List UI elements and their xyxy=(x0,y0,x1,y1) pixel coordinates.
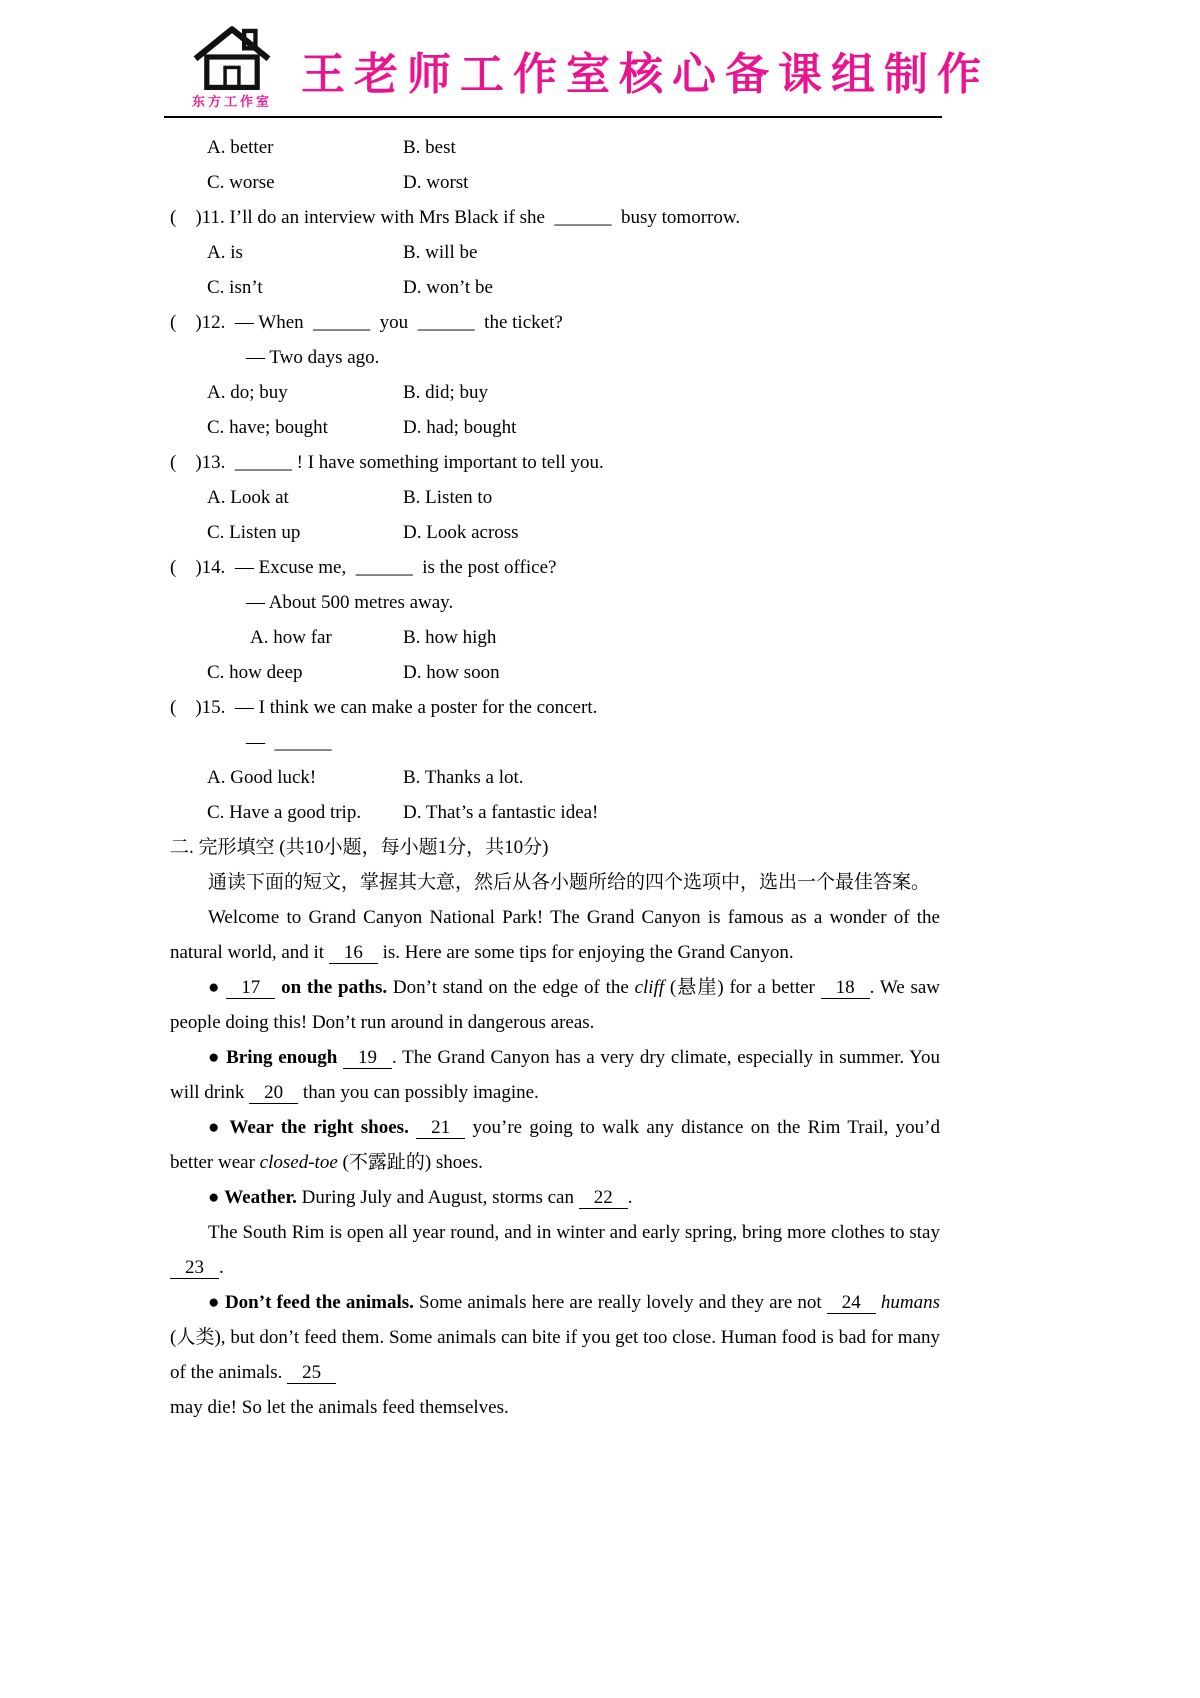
passage-text: (人类), but don’t feed them. Some animals can bite if you get too close. Human food is bad for many of the animals. xyxy=(170,1327,940,1383)
question-item xyxy=(170,200,940,305)
passage-text: is. Here are some tips for enjoying the Grand Canyon. xyxy=(377,942,794,963)
exam-content xyxy=(170,118,940,1425)
option-label: A. do; buy xyxy=(207,382,288,403)
option-row xyxy=(170,165,940,200)
passage-text: you’re going to walk any distance on the Rim Trail, you’d better wear xyxy=(170,1117,940,1173)
cloze-blank: 25 xyxy=(287,1362,336,1384)
option-row xyxy=(170,795,940,830)
question-stem-line: ( )15. — I think we can make a poster for the concert. xyxy=(170,697,598,718)
option-label: A. is xyxy=(207,242,243,263)
option-label: B. Thanks a lot. xyxy=(403,767,524,788)
passage-paragraph xyxy=(170,1285,940,1390)
option-row xyxy=(170,270,940,305)
passage-text: Bring enough xyxy=(226,1047,338,1068)
option-label: D. Look across xyxy=(403,522,519,543)
passage-paragraph xyxy=(170,1110,940,1180)
cloze-blank: 19 xyxy=(343,1047,392,1069)
passage-text: on the paths. xyxy=(281,977,388,998)
option-row xyxy=(170,620,940,655)
question-item xyxy=(170,305,940,445)
option-label: C. Listen up xyxy=(207,522,301,543)
option-row xyxy=(170,410,940,445)
option-label: D. worst xyxy=(403,172,469,193)
cloze-blank: 16 xyxy=(329,942,378,964)
option-label: C. worse xyxy=(207,172,275,193)
cloze-blank: 22 xyxy=(579,1187,628,1209)
cloze-blank: 18 xyxy=(821,977,870,999)
option-label: B. best xyxy=(403,137,456,158)
house-logo-icon xyxy=(188,24,276,90)
question-stem-line: ( )11. I’ll do an interview with Mrs Black if she ______ busy tomorrow. xyxy=(170,207,741,228)
question-item xyxy=(170,550,940,690)
option-label: D. how soon xyxy=(403,662,500,683)
option-label: B. did; buy xyxy=(403,382,488,403)
passage-text: Welcome to Grand Canyon National Park! The Grand Canyon is famous as a wonder of the natural world, and it xyxy=(170,907,940,963)
passage-text: Some animals here are really lovely and they are not xyxy=(413,1292,827,1313)
passage-text: Weather. xyxy=(224,1187,297,1208)
question-item xyxy=(170,690,940,830)
option-label: B. Listen to xyxy=(403,487,493,508)
banner-title: 王老师工作室核心备课组制作 xyxy=(301,50,990,99)
passage-paragraph xyxy=(170,1040,940,1110)
option-label: D. That’s a fantastic idea! xyxy=(403,802,599,823)
passage-text: Don’t feed the animals. xyxy=(224,1292,414,1313)
question-stem-line: — ______ xyxy=(246,732,337,753)
cloze-blank: 24 xyxy=(827,1292,876,1314)
passage-paragraph xyxy=(170,1180,940,1215)
passage-text: ● xyxy=(208,1292,225,1313)
passage-text: ● xyxy=(208,1047,227,1068)
option-label: D. had; bought xyxy=(403,417,517,438)
option-label: C. have; bought xyxy=(207,417,328,438)
studio-logo-label: 东方工作室 xyxy=(191,94,272,109)
passage-paragraph xyxy=(170,900,940,970)
cloze-instruction: 通读下面的短文，掌握其大意，然后从各小题所给的四个选项中，选出一个最佳答案。 xyxy=(208,872,931,893)
passage-text: (悬崖) for a better xyxy=(664,977,821,998)
option-label: B. how high xyxy=(403,627,497,648)
option-label: C. Have a good trip. xyxy=(207,802,362,823)
cloze-passage xyxy=(170,900,940,1425)
passage-text: humans xyxy=(880,1292,941,1313)
studio-logo xyxy=(183,24,281,110)
passage-text: . The Grand Canyon has a very dry climate, especially in summer. You will drink xyxy=(170,1047,940,1103)
passage-text: Don’t stand on the edge of the xyxy=(387,977,635,998)
passage-text: closed-toe xyxy=(259,1152,338,1173)
option-label: A. Look at xyxy=(207,487,289,508)
passage-text: ● xyxy=(208,1117,230,1138)
passage-text: . xyxy=(219,1257,224,1278)
option-row xyxy=(170,235,940,270)
cloze-blank: 23 xyxy=(170,1257,219,1279)
cloze-section-heading: 二. 完形填空 (共10小题，每小题1分，共10分) xyxy=(170,837,549,858)
option-label: A. Good luck! xyxy=(207,767,317,788)
option-label: D. won’t be xyxy=(403,277,493,298)
passage-text: may die! So let the animals feed themselves. xyxy=(170,1397,509,1418)
passage-text: Wear the right shoes. xyxy=(229,1117,409,1138)
cloze-blank: 20 xyxy=(249,1082,298,1104)
option-row xyxy=(170,515,940,550)
option-label: C. isn’t xyxy=(207,277,263,298)
passage-paragraph xyxy=(170,970,940,1040)
passage-text: During July and August, storms can xyxy=(296,1187,579,1208)
question-stem-line: ( )13. ______ ! I have something important to tell you. xyxy=(170,452,604,473)
passage-paragraph xyxy=(170,1215,940,1285)
option-label: C. how deep xyxy=(207,662,303,683)
question-stem-line: ( )12. — When ______ you ______ the ticket? xyxy=(170,312,563,333)
question-item xyxy=(170,445,940,550)
question-stem-line: — About 500 metres away. xyxy=(246,592,454,613)
cloze-blank: 21 xyxy=(416,1117,465,1139)
option-row xyxy=(170,480,940,515)
multiple-choice-section xyxy=(170,130,940,830)
option-label: A. better xyxy=(207,137,274,158)
option-row xyxy=(170,130,940,165)
question-stem-line: — Two days ago. xyxy=(246,347,380,368)
passage-text: . We saw people doing this! Don’t run around in dangerous areas. xyxy=(170,977,940,1033)
passage-text: ● xyxy=(208,1187,225,1208)
option-row xyxy=(170,375,940,410)
question-item xyxy=(170,130,940,200)
option-label: B. will be xyxy=(403,242,478,263)
option-row xyxy=(170,760,940,795)
question-stem-line: ( )14. — Excuse me, ______ is the post office? xyxy=(170,557,557,578)
passage-text: (不露趾的) shoes. xyxy=(337,1152,483,1173)
option-label: A. how far xyxy=(250,627,332,648)
passage-text: ● xyxy=(208,977,227,998)
passage-text: cliff xyxy=(634,977,665,998)
cloze-blank: 17 xyxy=(226,977,275,999)
passage-text: . xyxy=(627,1187,633,1208)
passage-paragraph xyxy=(170,1390,940,1425)
passage-text: than you can possibly imagine. xyxy=(298,1082,539,1103)
option-row xyxy=(170,655,940,690)
passage-text: The South Rim is open all year round, and in winter and early spring, bring more clothes to stay xyxy=(208,1222,940,1243)
header xyxy=(0,0,1200,110)
